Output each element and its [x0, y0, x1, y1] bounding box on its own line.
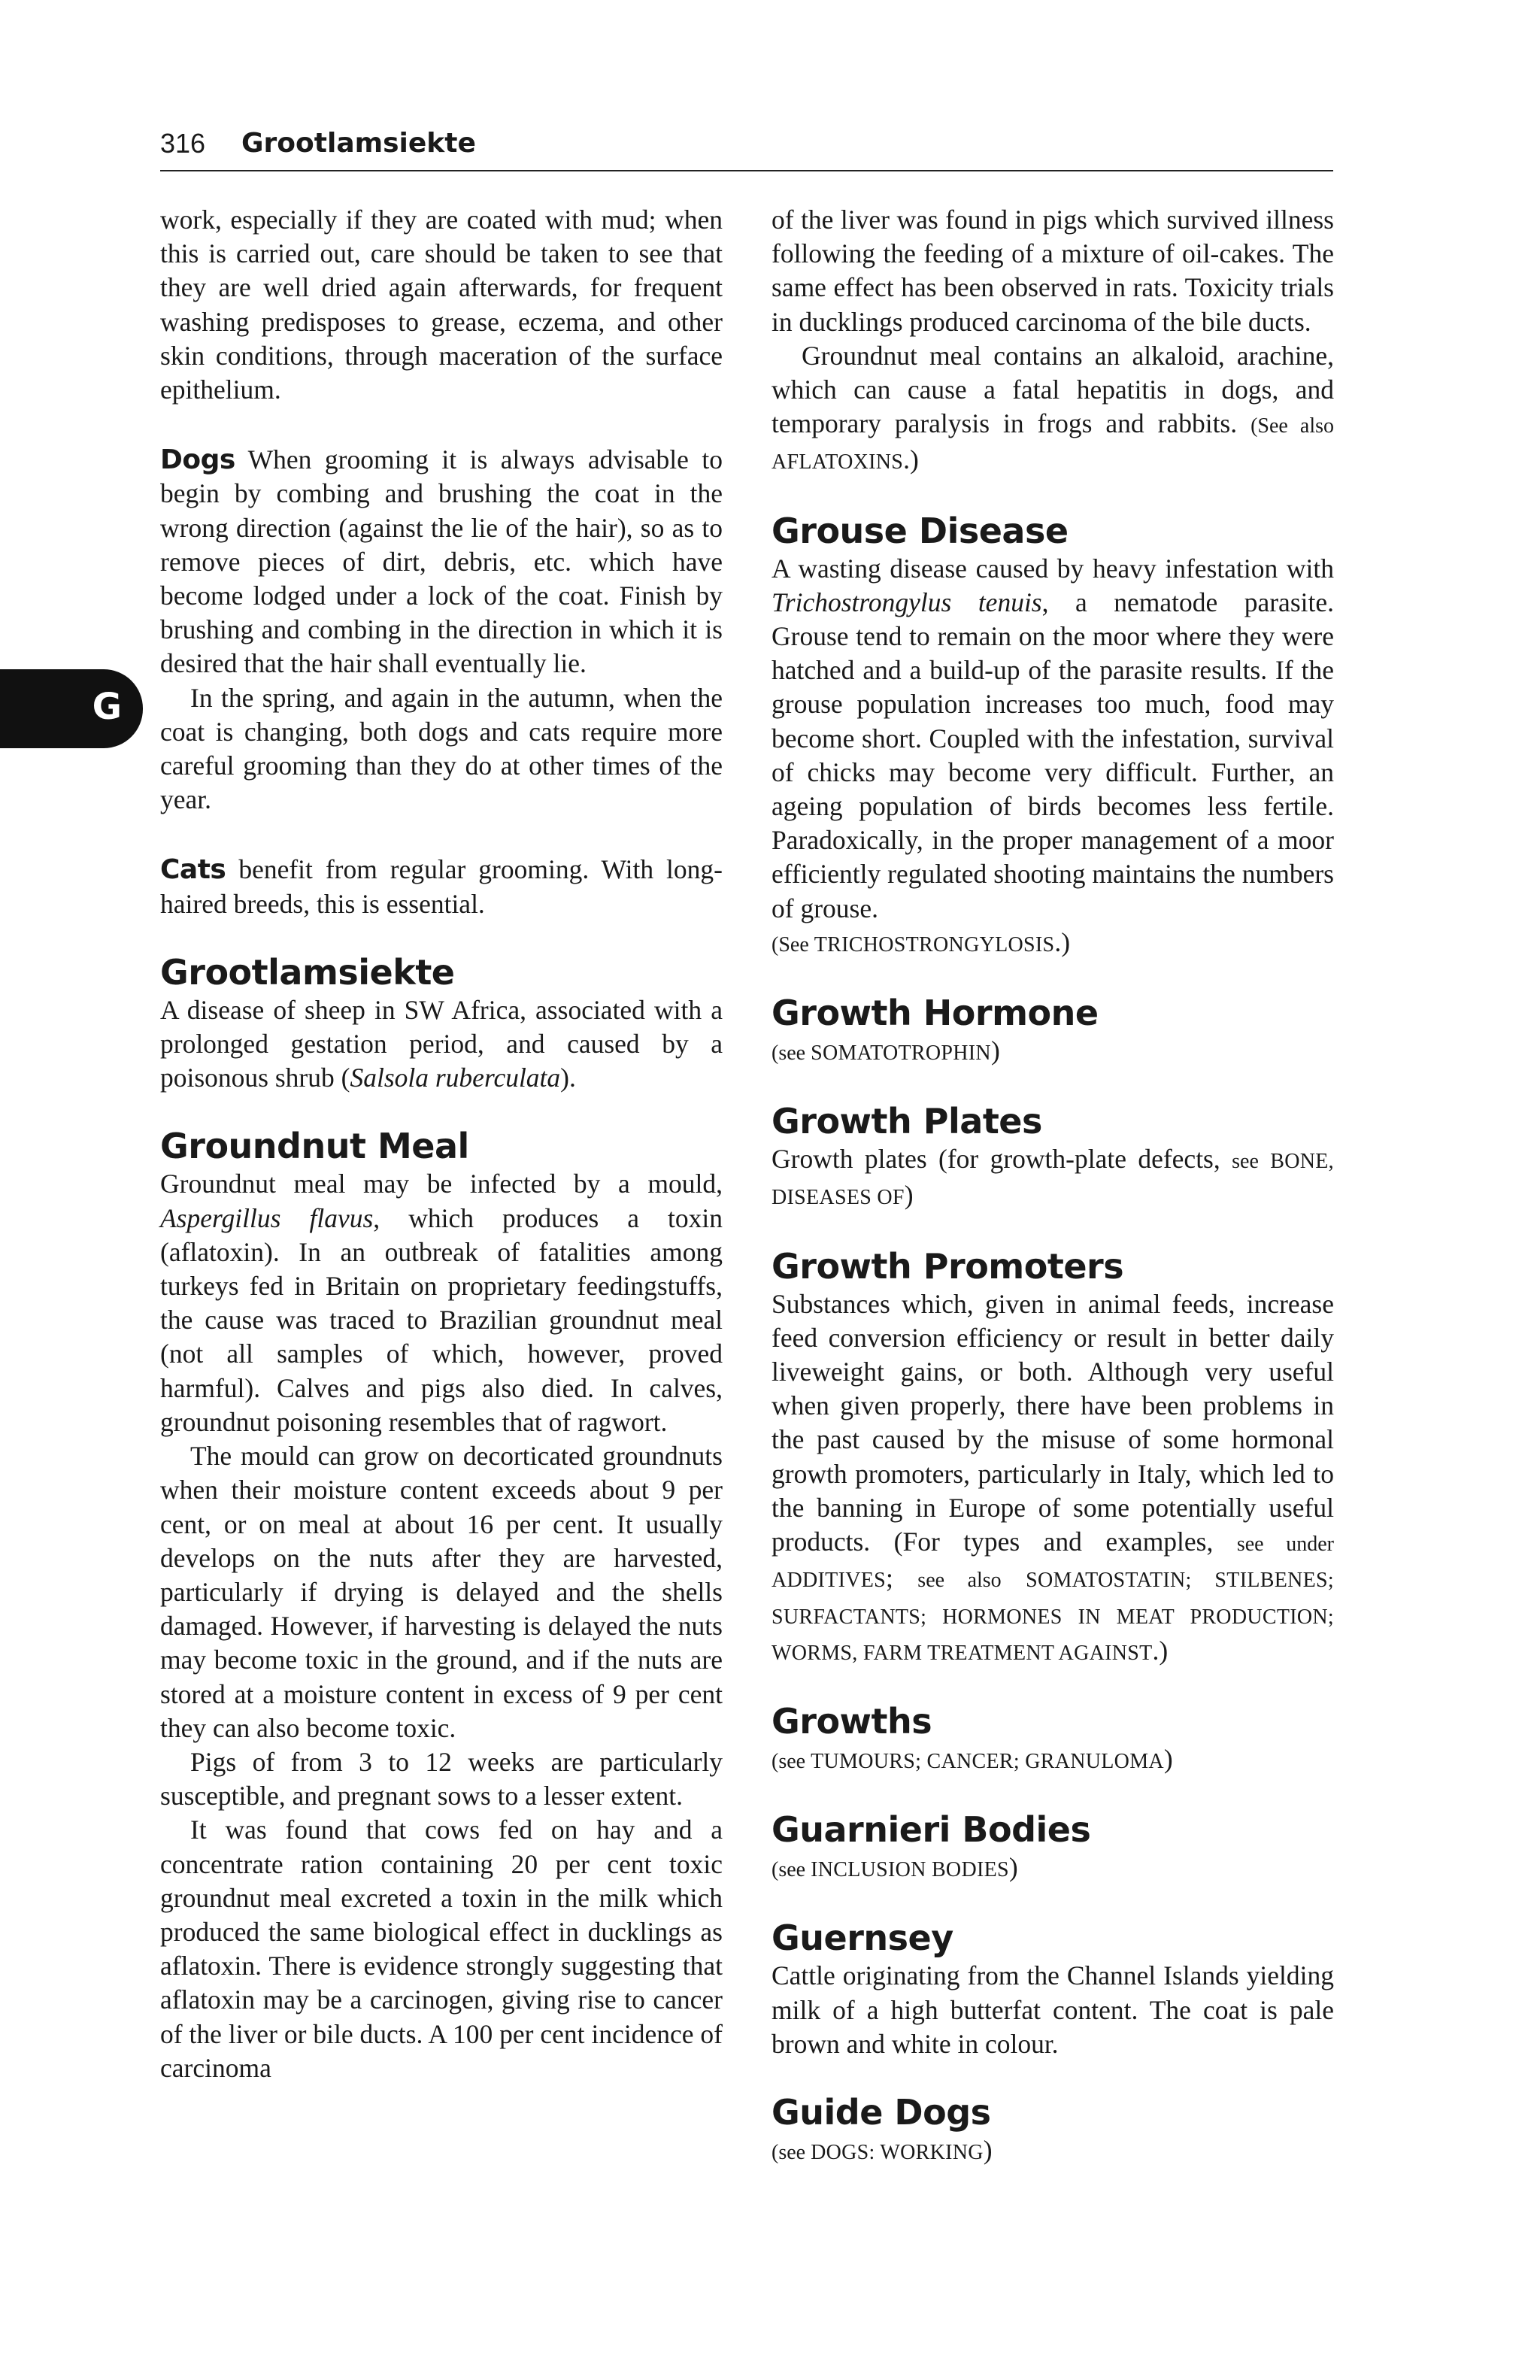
arachine-paragraph	[772, 339, 1334, 480]
dogs-text: When grooming it is always advisable to begin by combing and brushing the coat in the wrong direction (against the lie of the hair), so as to remove pieces of dirt, debris, etc. which have become lodged under a lock of the coat. Finish by brushing and combing in the direction in which it is desired that the hair shall eventually lie.	[160, 444, 723, 679]
entry-title: Grouse Disease	[772, 510, 1069, 551]
right-column	[772, 203, 1334, 2169]
entry-text: Substances which, given in animal feeds, increase feed conversion efficiency or result in better daily liveweight gains, or both. Although very useful when given properly, there have been problems in the past caused by the misuse of some hormonal growth promoters, particularly in Italy, which led to the banning in Europe of some potentially useful products. (For types and examples, see under ADDITIVES; see also SOMATOSTATIN; STILBENES; SURFACTANTS; HORMONES IN MEAT PRODUCTION; WORMS, FARM TREATMENT AGAINST.)	[772, 1288, 1334, 1666]
xref-target: TUMOURS; CANCER; GRANULOMA	[811, 1749, 1164, 1773]
xref-end: )	[1163, 1743, 1173, 1774]
xref-target: BONE, DISEASES OF	[772, 1150, 1334, 1210]
entry-title: Guarnieri Bodies	[772, 1809, 1091, 1851]
groundnut-paragraph-2: The mould can grow on decorticated groundnuts when their moisture content exceeds about 9 per cent, or on meal at about 16 per cent. It usually develops on the nuts after they are harvested, particularly if drying is delayed and the shells damaged. However, if harvesting is delayed the nuts may become toxic in the ground, and if the nuts are stored at a moisture content in excess of 9 per cent they can also become toxic.	[160, 1441, 723, 1743]
cross-reference	[772, 1742, 1334, 1778]
cats-text: benefit from regular grooming. With long-haired breeds, this is essential.	[160, 854, 723, 919]
species-name: Aspergillus flavus	[160, 1202, 374, 1233]
entry-grootlamsiekte	[160, 951, 723, 1096]
cross-reference	[772, 2133, 1334, 2169]
xref-see-under: see under	[1236, 1533, 1334, 1557]
entry-title: Growth Plates	[772, 1101, 1042, 1142]
entry-text	[772, 1142, 1334, 1214]
xref-end: .)	[1054, 926, 1071, 957]
intro-paragraph: work, especially if they are coated with mud; when this is carried out, care should be taken to see that they are well dried again afterwards, for frequent washing predisposes to grease, eczema, and other skin conditions, through maceration of the surface epithelium.	[160, 205, 723, 405]
species-name: Salsola ruberculata	[350, 1063, 561, 1093]
groundnut-paragraph-1	[160, 1167, 723, 1439]
entry-title: Growth Hormone	[772, 993, 1099, 1034]
page-header	[160, 125, 1333, 171]
entry-guide-dogs	[772, 2091, 1334, 2169]
entry-groundnut-meal	[160, 1125, 723, 2084]
xref-target: INCLUSION BODIES	[811, 1858, 1009, 1882]
xref-see: see	[1232, 1150, 1259, 1174]
groundnut-paragraph-4: It was found that cows fed on hay and a concentrate ration containing 20 per cent toxic groundnut meal excreted a toxin in the milk which produced the same biological effect in ducklings as aflatoxin. There is evidence strongly suggesting that aflatoxin may be a carcinogen, giving rise to cancer of the liver or bile ducts. A 100 per cent incidence of carcinoma	[160, 1815, 723, 2083]
entry-text-a: Groundnut meal may be infected by a mould,	[160, 1169, 723, 1199]
cross-reference	[772, 1034, 1334, 1070]
entry-guarnieri-bodies	[772, 1808, 1334, 1887]
page-number: 316	[160, 128, 206, 159]
species-name: Trichostrongylus tenuis	[772, 587, 1042, 617]
entry-guernsey	[772, 1917, 1334, 2061]
entry-growth-hormone	[772, 992, 1334, 1070]
dogs-subheading: Dogs	[160, 444, 235, 476]
entry-text-end: ).	[560, 1063, 576, 1093]
entry-title: Guide Dogs	[772, 2091, 991, 2133]
entry-title: Guernsey	[772, 1918, 953, 1959]
running-head: Grootlamsiekte	[241, 128, 476, 159]
entry-text-a: Substances which, given in animal feeds, increase feed conversion efficiency or result in better daily liveweight gains, or both. Although very useful when given properly, there have been problems in the past caused by the misuse of some hormonal growth promoters, particularly in Italy, which led to the banning in Europe of some potentially useful products. (For types and examples,	[772, 1288, 1334, 1557]
spring-paragraph: In the spring, and again in the autumn, when the coat is changing, both dogs and cats require more careful grooming than they do at other times of the year.	[160, 682, 723, 815]
entry-text	[772, 552, 1334, 926]
left-column	[160, 203, 723, 2085]
xref-target-list: SOMATOSTATIN; STILBENES; SURFACTANTS; HORMONES IN MEAT PRODUCTION; WORMS, FARM TREATMENT AGAINST	[772, 1569, 1334, 1665]
entry-text-b: , a nematode parasite. Grouse tend to remain on the moor where they were hatched and a build-up of the parasite results. If the grouse population increases too much, food may become short. Coupled with the infestation, survival of chicks may become very difficult. Further, an ageing population of birds becomes less fertile. Paradoxically, in the proper management of a moor efficiently regulated shooting maintains the numbers of grouse.	[772, 587, 1334, 923]
xref-end: )	[904, 1180, 914, 1211]
xref-see-also: see also	[917, 1569, 1002, 1593]
xref-see: (See	[772, 932, 814, 957]
cats-paragraph	[160, 853, 723, 920]
xref-end: )	[1008, 1852, 1018, 1883]
xref-see: (see	[772, 1749, 811, 1773]
xref-target: DOGS: WORKING	[811, 2140, 984, 2164]
xref-end: .)	[1152, 1635, 1169, 1666]
xref-see: (See also	[1250, 414, 1335, 438]
entry-title: Growths	[772, 1700, 932, 1742]
dogs-paragraph	[160, 443, 723, 681]
entry-growths	[772, 1700, 1334, 1778]
xref-see: (see	[772, 1041, 811, 1066]
cross-reference	[772, 926, 1334, 962]
entry-title: Grootlamsiekte	[160, 951, 455, 993]
entry-title: Growth Promoters	[772, 1245, 1124, 1287]
entry-text-a: Growth plates (for growth-plate defects,	[772, 1144, 1232, 1175]
xref-see: (see	[772, 1858, 811, 1882]
entry-text: Cattle originating from the Channel Islands yielding milk of a high butterfat content. The coat is pale brown and white in colour.	[772, 1960, 1334, 2059]
cats-subheading: Cats	[160, 854, 226, 886]
entry-growth-plates	[772, 1100, 1334, 1214]
thumb-index-tab	[0, 669, 143, 748]
entry-text-a: A disease of sheep in SW Africa, associated with a prolonged gestation period, and caused by a poisonous shrub (	[160, 994, 723, 1093]
xref-target: TRICHOSTRONGYLOSIS	[814, 932, 1055, 957]
entry-text-b: , which produces a toxin (aflatoxin). In an outbreak of fatalities among turkeys fed in Britain on proprietary feedingstuffs, the cause was traced to Brazilian groundnut meal (not all samples of which, however, proved harmful). Calves and pigs also died. In calves, groundnut poisoning resembles that of ragwort.	[160, 1202, 723, 1437]
xref-see: (see	[772, 2140, 811, 2164]
continuation-paragraph: of the liver was found in pigs which survived illness following the feeding of a mixture of oil-cakes. The same effect has been observed in rats. Toxicity trials in ducklings produced carcinoma of the bile ducts.	[772, 205, 1334, 337]
xref-end: )	[990, 1035, 1000, 1066]
entry-text-a: A wasting disease caused by heavy infestation with	[772, 553, 1334, 584]
groundnut-paragraph-3: Pigs of from 3 to 12 weeks are particularly susceptible, and pregnant sows to a lesser extent.	[160, 1746, 723, 1812]
entry-growth-promoters	[772, 1245, 1334, 1670]
thumb-index-letter: G	[92, 686, 122, 728]
entry-grouse-disease	[772, 510, 1334, 962]
entry-title: Groundnut Meal	[160, 1126, 469, 1167]
entry-text	[160, 993, 723, 1096]
xref-target-additives: ADDITIVES	[772, 1569, 887, 1593]
xref-end: .)	[903, 444, 919, 475]
xref-end: )	[983, 2134, 993, 2165]
cross-reference	[772, 1851, 1334, 1887]
xref-target: AFLATOXINS	[772, 450, 904, 474]
xref-target: SOMATOTROPHIN	[811, 1041, 991, 1066]
arachine-text: Groundnut meal contains an alkaloid, arachine, which can cause a fatal hepatitis in dogs, and temporary paralysis in frogs and rabbits.	[772, 340, 1334, 439]
